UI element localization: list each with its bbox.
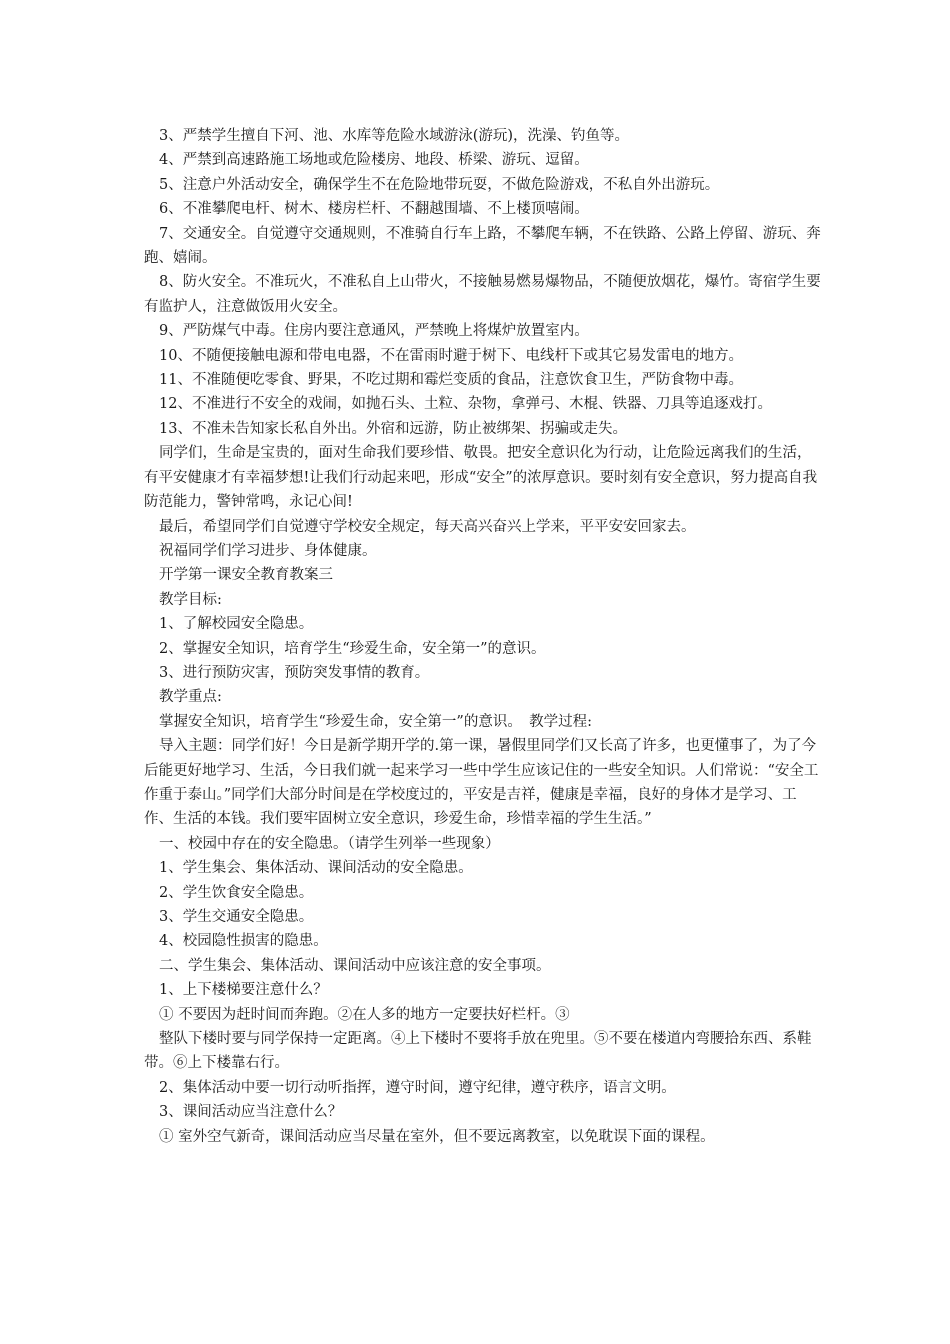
heading: 一、校园中存在的安全隐患。（请学生列举一些现象） xyxy=(159,835,500,852)
paragraph: 3、进行预防灾害，预防突发事情的教育。 xyxy=(159,664,430,681)
paragraph: 3、学生交通安全隐患。 xyxy=(159,909,314,925)
paragraph: 2、集体活动中要一切行动听指挥，遵守时间，遵守纪律，遵守秩序，语言文明。 xyxy=(159,1079,676,1096)
paragraph: 1、学生集会、集体活动、课间活动的安全隐患。 xyxy=(159,860,473,877)
paragraph: 4、严禁到高速路施工场地或危险楼房、地段、桥梁、游玩、逗留。 xyxy=(159,152,589,169)
paragraph: 13、不准未告知家长私自外出。外宿和远游，防止被绑架、拐骗或走失。 xyxy=(159,420,627,437)
paragraph: 12、不准进行不安全的戏闹，如抛石头、土粒、杂物，拿弹弓、木棍、铁器、刀具等追逐戏打。 xyxy=(159,396,772,413)
paragraph: 4、校园隐性损害的隐患。 xyxy=(159,933,328,950)
section-title: 开学第一课安全教育教案三 xyxy=(159,567,333,584)
paragraph: 8、防火安全。不准玩火，不准私自上山带火，不接触易燃易爆物品，不随便放烟花，爆竹。寄宿学生要有监护人，注意做饭用火安全。 xyxy=(144,274,821,315)
heading: 教学目标: xyxy=(159,591,222,608)
paragraph: 3、严禁学生擅自下河、池、水库等危险水域游泳(游玩)，洗澡、钓鱼等。 xyxy=(159,128,630,144)
paragraph: 3、课间活动应当注意什么？ xyxy=(159,1104,343,1121)
paragraph: 2、掌握安全知识，培育学生“珍爱生命，安全第一”的意识。 xyxy=(159,640,546,657)
heading: 教学重点: xyxy=(159,689,222,706)
paragraph: 9、严防煤气中毒。住房内要注意通风，严禁晚上将煤炉放置室内。 xyxy=(159,323,589,340)
paragraph: ① 不要因为赶时间而奔跑。②在人多的地方一定要扶好栏杆。③ xyxy=(159,1006,570,1023)
paragraph: 1、上下楼梯要注意什么？ xyxy=(159,982,328,999)
paragraph: 6、不准攀爬电杆、树木、楼房栏杆、不翻越围墙、不上楼顶嘻闹。 xyxy=(159,201,589,218)
paragraph: 整队下楼时要与同学保持一定距离。④上下楼时不要将手放在兜里。⑤不要在楼道内弯腰拾东西、系鞋带。⑥上下楼靠右行。 xyxy=(144,1031,812,1072)
paragraph: 2、学生饮食安全隐患。 xyxy=(159,884,314,901)
paragraph: ① 室外空气新奇，课间活动应当尽量在室外，但不要远离教室，以免耽误下面的课程。 xyxy=(159,1128,715,1145)
paragraph: 5、注意户外活动安全，确保学生不在危险地带玩耍，不做危险游戏，不私自外出游玩。 xyxy=(159,176,720,193)
paragraph: 祝福同学们学习进步、身体健康。 xyxy=(159,542,377,559)
paragraph: 1、了解校园安全隐患。 xyxy=(159,616,314,633)
document-body xyxy=(144,124,824,1149)
paragraph: 同学们，生命是宝贵的，面对生命我们要珍惜、敬畏。把安全意识化为行动，让危险远离我们的生活，有平安健康才有幸福梦想!让我们行动起来吧，形成“安全”的浓厚意识。要时刻有安全意识，努力提高自我防范能力，警钟常鸣，永记心间! xyxy=(144,445,818,511)
paragraph: 11、不准随便吃零食、野果，不吃过期和霉烂变质的食品，注意饮食卫生，严防食物中毒。 xyxy=(159,372,743,389)
paragraph: 导入主题：同学们好！今日是新学期开学的.第一课，暑假里同学们又长高了许多，也更懂事了，为了今后能更好地学习、生活，今日我们就一起来学习一些中学生应该记住的一些安全知识。人们常说：“安全工作重于泰山。”同学们大部分时间是在学校度过的，平安是吉祥，健康是幸福，良好的身体才是学习、工作、生活的本钱。我们要牢固树立安全意识，珍爱生命，珍惜幸福的学生生活。” xyxy=(144,738,819,828)
paragraph: 最后，希望同学们自觉遵守学校安全规定，每天高兴奋兴上学来，平平安安回家去。 xyxy=(159,518,696,535)
paragraph: 掌握安全知识，培育学生“珍爱生命，安全第一”的意识。 教学过程: xyxy=(159,713,592,730)
paragraph: 10、不随便接触电源和带电电器，不在雷雨时避于树下、电线杆下或其它易发雷电的地方。 xyxy=(159,347,743,364)
paragraph: 7、交通安全。自觉遵守交通规则，不准骑自行车上路，不攀爬车辆，不在铁路、公路上停留、游玩、奔跑、嬉闹。 xyxy=(144,225,821,267)
heading: 二、学生集会、集体活动、课间活动中应该注意的安全事项。 xyxy=(159,957,551,974)
